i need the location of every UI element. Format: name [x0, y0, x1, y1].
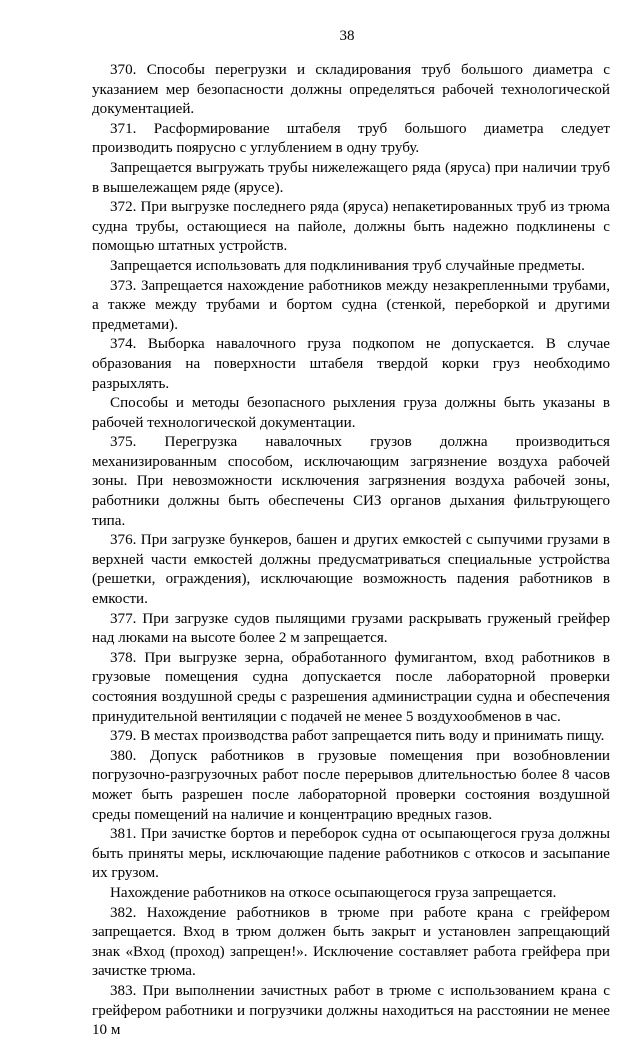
paragraph-377: 377. При загрузке судов пылящими грузами раскрывать груженый грейфер над люками на высоте более 2 м запрещается.	[92, 610, 610, 647]
paragraph-372-prohibition: Запрещается использовать для подклинивания труб случайные предметы.	[110, 257, 585, 274]
paragraph-381: 381. При зачистке бортов и переборок судна от осыпающегося груза должны быть приняты меры, исключающие падение работников с откосов и засыпание их грузом.	[92, 826, 610, 882]
paragraph-373: 373. Запрещается нахождение работников между незакрепленными трубами, а также между трубами и бортом судна (стенкой, переборкой и другими предметами).	[92, 277, 610, 333]
page-number: 38	[339, 28, 355, 44]
paragraph-374-methods: Способы и методы безопасного рыхления груза должны быть указаны в рабочей технологической документации.	[92, 395, 610, 431]
paragraph-381-prohibition: Нахождение работников на откосе осыпающегося груза запрещается.	[110, 884, 557, 901]
paragraph-378: 378. При выгрузке зерна, обработанного фумигантом, вход работников в грузовые помещения судна допускается после лабораторной проверки состояния воздушной среды с разрешения администрации судна и обеспечения принудительной вентиляции с подачей не менее 5 воздухообменов в час.	[92, 649, 610, 725]
paragraph-371: 371. Расформирование штабеля труб большого диаметра следует производить поярусно с углублением в одну трубу.	[92, 120, 610, 157]
paragraph-371-prohibition: Запрещается выгружать трубы нижележащего ряда (яруса) при наличии труб в вышележащем ряде (ярусе).	[92, 159, 610, 196]
paragraph-379: 379. В местах производства работ запрещается пить воду и принимать пищу.	[110, 728, 605, 745]
paragraph-370: 370. Способы перегрузки и складирования труб большого диаметра с указанием мер безопасности должны определяться рабочей технологической документацией.	[92, 62, 610, 118]
paragraph-382: 382. Нахождение работников в трюме при работе крана с грейфером запрещается. Вход в трюм должен быть закрыт и установлен запрещающий знак «Вход (проход) запрещен!». Исключение составляет работа грейфера при зачистке трюма.	[92, 904, 610, 980]
paragraph-383: 383. При выполнении зачистных работ в трюме с использованием крана с грейфером работники и погрузчики должны находиться на расстоянии не менее 10 м	[92, 982, 610, 1039]
paragraph-376: 376. При загрузке бункеров, башен и других емкостей с сыпучими грузами в верхней части емкостей должны предусматриваться специальные устройства (решетки, ограждения), исключающие возможность падения работников в емкости.	[92, 532, 610, 608]
paragraph-375: 375. Перегрузка навалочных грузов должна производиться механизированным способом, исключающим загрязнение воздуха рабочей зоны. При невозможности исключения загрязнения воздуха рабочей зоны, работники должны быть обеспечены СИЗ органов дыхания фильтрующего типа.	[92, 434, 610, 529]
paragraph-372: 372. При выгрузке последнего ряда (яруса) непакетированных труб из трюма судна трубы, остающиеся на пайоле, должны быть надежно подклинены с помощью штатных устройств.	[92, 199, 610, 255]
paragraph-374: 374. Выборка навалочного груза подкопом не допускается. В случае образования на поверхности штабеля твердой корки груз необходимо разрыхлять.	[92, 336, 610, 392]
paragraph-380: 380. Допуск работников в грузовые помещения при возобновлении погрузочно-разгрузочных работ после перерывов длительностью более 8 часов может быть разрешен после лабораторной проверки состояния воздушной среды помещений на наличие и концентрацию вредных газов.	[92, 747, 610, 823]
